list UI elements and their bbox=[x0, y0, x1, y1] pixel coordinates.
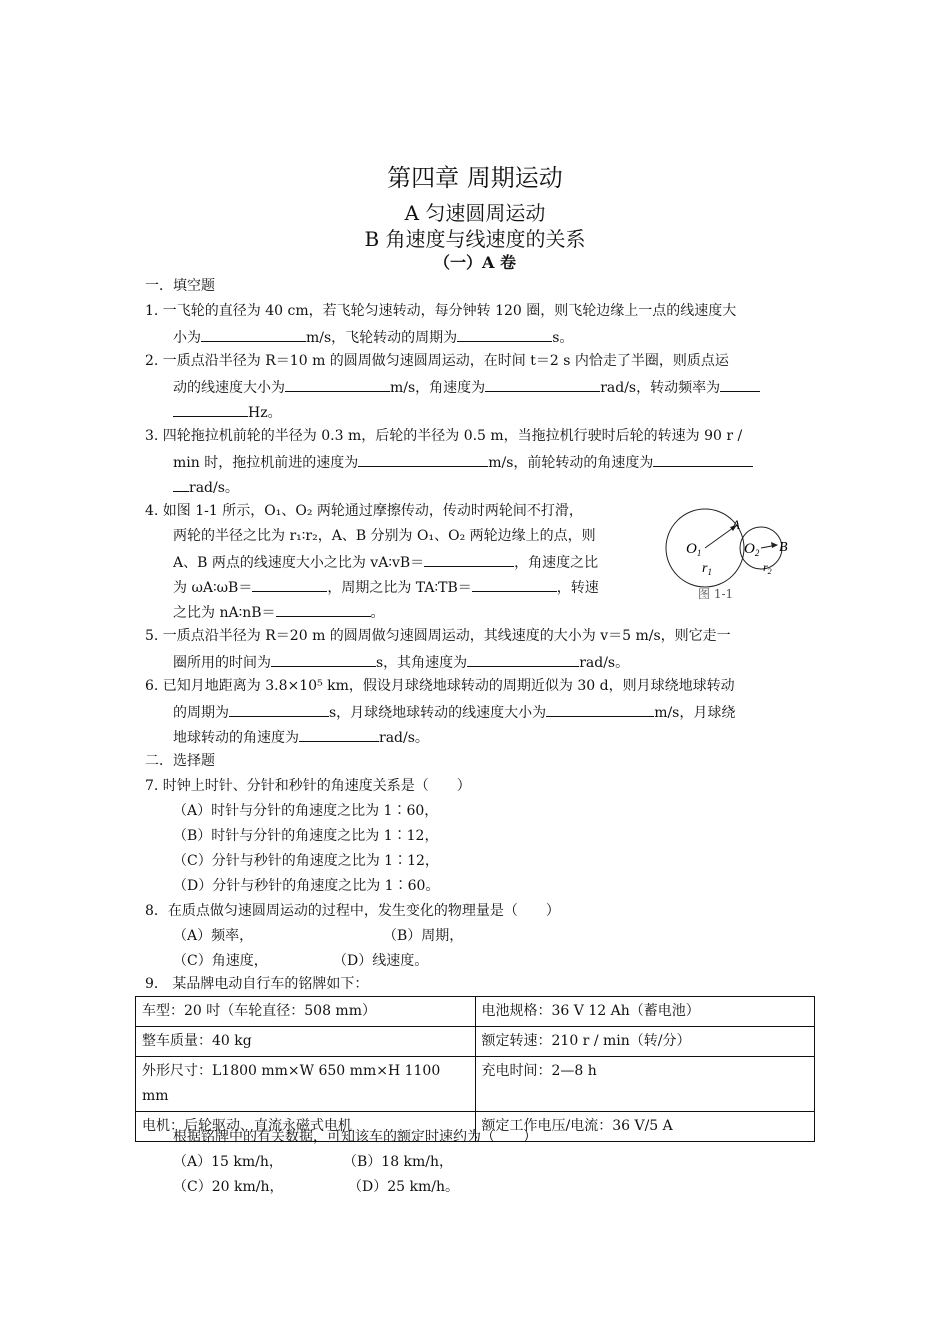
q9-option-d[interactable]: （D）25 km/h。 bbox=[348, 1179, 459, 1195]
q4-blank-1[interactable] bbox=[424, 552, 514, 567]
q9-option-b[interactable]: （B）18 km/h， bbox=[343, 1154, 454, 1170]
q2-blank-2[interactable] bbox=[485, 377, 600, 392]
q2-blank-3b[interactable] bbox=[173, 402, 248, 417]
q7-option-c[interactable]: （C）分针与秒针的角速度之比为 1∶12， bbox=[173, 853, 439, 869]
section-a-title: A 匀速圆周运动 bbox=[404, 201, 546, 225]
q8-option-a[interactable]: （A）频率， bbox=[173, 928, 254, 944]
q6-line1: 6. 已知月地距离为 3.8×10⁵ km，假设月球绕地球转动的周期近似为 30 d，则月球绕地球转动 bbox=[145, 678, 735, 694]
spec-table bbox=[135, 996, 815, 1142]
q7-option-d[interactable]: （D）分针与秒针的角速度之比为 1∶60。 bbox=[173, 878, 440, 894]
section-titles bbox=[0, 200, 950, 252]
q8-option-c[interactable]: （C）角速度， bbox=[173, 953, 268, 969]
q3-line3: rad/s。 bbox=[173, 477, 239, 497]
figure-caption: 图 1-1 bbox=[698, 587, 734, 601]
q4-line5: 之比为 nA∶nB＝ 。 bbox=[173, 602, 385, 622]
label-a: A bbox=[732, 517, 740, 532]
q1-blank-2[interactable] bbox=[457, 327, 552, 342]
q9-stem: 9． 某品牌电动自行车的铭牌如下： bbox=[145, 976, 369, 992]
paper-label: （一）A 卷 bbox=[434, 253, 516, 272]
q5-blank-1[interactable] bbox=[271, 652, 376, 667]
q6-line3: 地球转动的角速度为 rad/s。 bbox=[173, 727, 429, 747]
q6-blank-2[interactable] bbox=[546, 702, 654, 717]
q9-option-c[interactable]: （C）20 km/h， bbox=[173, 1179, 284, 1195]
q7-stem: 7. 时钟上时针、分针和秒针的角速度关系是（ ） bbox=[145, 778, 471, 794]
q9-follow: 根据铭牌中的有关数据，可知该车的额定时速约为（ ） bbox=[173, 1129, 537, 1145]
q2-line3: Hz。 bbox=[173, 402, 282, 422]
q2-line1: 2. 一质点沿半径为 R＝10 m 的圆周做匀速圆周运动，在时间 t＝2 s 内恰走了半圈，则质点运 bbox=[145, 353, 729, 369]
q2-blank-1[interactable] bbox=[285, 377, 390, 392]
table-cell: 电机：后轮驱动、直流永磁式电机 bbox=[136, 1112, 476, 1142]
q8-option-d[interactable]: （D）线速度。 bbox=[333, 953, 429, 969]
q1-line1: 1. 一飞轮的直径为 40 cm，若飞轮匀速转动，每分钟转 120 圈，则飞轮边缘上一点的线速度大 bbox=[145, 303, 737, 319]
q9-option-a[interactable]: （A）15 km/h， bbox=[173, 1154, 283, 1170]
q8-option-b[interactable]: （B）周期， bbox=[383, 928, 464, 944]
q3-blank-2b[interactable] bbox=[173, 477, 189, 492]
q3-line2: min 时，拖拉机前进的速度为 m/s，前轮转动的角速度为 bbox=[173, 452, 753, 472]
section-one-title: 一．填空题 bbox=[145, 278, 215, 294]
table-cell: 整车质量：40 kg bbox=[136, 1027, 476, 1057]
q3-blank-2a[interactable] bbox=[653, 452, 753, 467]
table-cell: 外形尺寸：L1800 mm×W 650 mm×H 1100 mm bbox=[136, 1057, 476, 1112]
q6-line2: 的周期为 s，月球绕地球转动的线速度大小为 m/s，月球绕 bbox=[173, 702, 735, 722]
label-r1: $r_1$ bbox=[702, 561, 712, 577]
table-row bbox=[136, 1057, 815, 1112]
q6-blank-1[interactable] bbox=[229, 702, 329, 717]
label-o2: $O_2$ bbox=[744, 541, 760, 558]
table-cell: 充电时间：2—8 h bbox=[475, 1057, 815, 1112]
label-b: B bbox=[779, 540, 788, 555]
q2-blank-3a[interactable] bbox=[720, 377, 760, 392]
q3-line1: 3. 四轮拖拉机前轮的半径为 0.3 m，后轮的半径为 0.5 m，当拖拉机行驶时后轮的转速为 90 r / bbox=[145, 428, 743, 444]
section-two-title: 二．选择题 bbox=[145, 753, 215, 769]
q4-blank-3[interactable] bbox=[472, 577, 557, 592]
table-cell: 车型：20 吋（车轮直径：508 mm） bbox=[136, 997, 476, 1027]
table-cell: 额定转速：210 r / min（转/分） bbox=[475, 1027, 815, 1057]
table-row bbox=[136, 1027, 815, 1057]
q7-option-a[interactable]: （A）时针与分针的角速度之比为 1∶60， bbox=[173, 803, 439, 819]
table-cell: 电池规格：36 V 12 Ah（蓄电池） bbox=[475, 997, 815, 1027]
q7-option-b[interactable]: （B）时针与分针的角速度之比为 1∶12， bbox=[173, 828, 439, 844]
radius-r2-arrow-icon bbox=[771, 542, 778, 548]
q4-line4: 为 ωA∶ωB＝ ，周期之比为 TA∶TB＝ ，转速 bbox=[173, 577, 599, 597]
q4-line3: A、B 两点的线速度大小之比为 vA∶vB＝ ，角速度之比 bbox=[173, 552, 598, 572]
q5-blank-2[interactable] bbox=[467, 652, 579, 667]
label-o1: $O_1$ bbox=[686, 541, 702, 558]
q2-line2: 动的线速度大小为 m/s，角速度为 rad/s，转动频率为 bbox=[173, 377, 760, 397]
q4-line2: 两轮的半径之比为 r₁∶r₂，A、B 分别为 O₁、O₂ 两轮边缘上的点，则 bbox=[173, 528, 596, 544]
table-cell: 额定工作电压/电流：36 V/5 A bbox=[475, 1112, 815, 1142]
q4-line1: 4. 如图 1-1 所示，O₁、O₂ 两轮通过摩擦传动，传动时两轮间不打滑， bbox=[145, 503, 583, 519]
label-r2: $r_2$ bbox=[763, 560, 772, 576]
q5-line2: 圈所用的时间为 s，其角速度为 rad/s。 bbox=[173, 652, 629, 672]
chapter-title: 第四章 周期运动 bbox=[387, 164, 563, 192]
q8-stem: 8．在质点做匀速圆周运动的过程中，发生变化的物理量是（ ） bbox=[145, 903, 560, 919]
q6-blank-3[interactable] bbox=[299, 727, 379, 742]
figure-1-1 bbox=[660, 505, 810, 605]
q1-blank-1[interactable] bbox=[201, 327, 306, 342]
q4-blank-2[interactable] bbox=[252, 577, 327, 592]
q5-line1: 5. 一质点沿半径为 R＝20 m 的圆周做匀速圆周运动，其线速度的大小为 v＝5 m/s，则它走一 bbox=[145, 628, 731, 644]
q1-line2: 小为 m/s，飞轮转动的周期为 s。 bbox=[173, 327, 573, 347]
section-b-title: B 角速度与线速度的关系 bbox=[364, 227, 586, 251]
q4-blank-4[interactable] bbox=[276, 602, 371, 617]
table-row bbox=[136, 997, 815, 1027]
q3-blank-1[interactable] bbox=[358, 452, 488, 467]
